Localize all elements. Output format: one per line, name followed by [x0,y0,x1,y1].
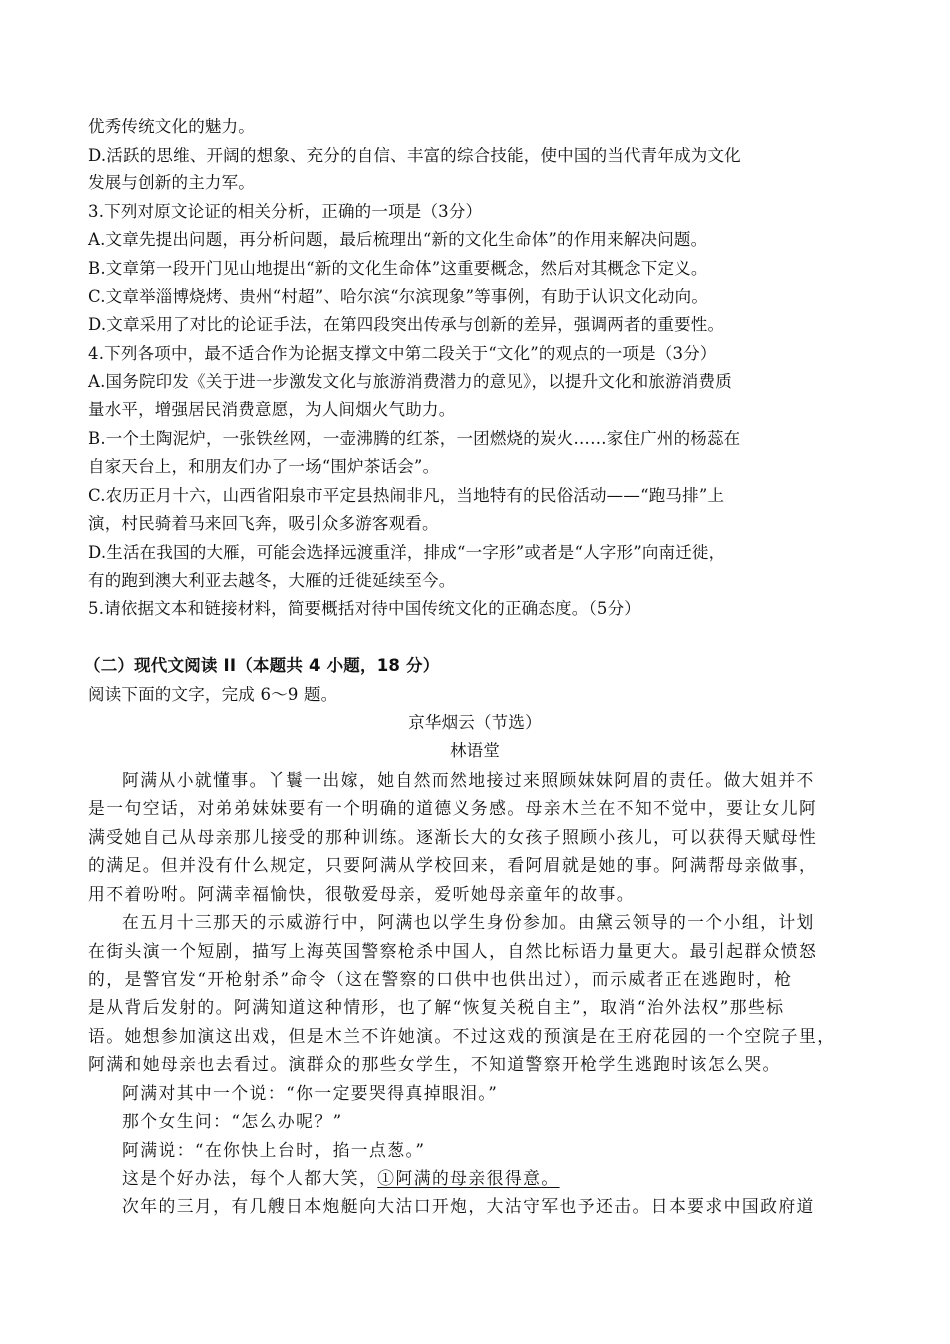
paragraph-2-line-6: 阿满和她母亲也去看过。演群众的那些女学生，不知道警察开枪学生逃跑时该怎么哭。 [88,1054,781,1074]
paragraph-2-line-5: 语。她想参加演这出戏，但是木兰不许她演。不过这戏的预演是在王府花园的一个空院子里， [88,1026,836,1046]
q3-option-b: B.文章第一段开门见山地提出“新的文化生命体”这重要概念，然后对其概念下定义。 [88,259,708,278]
q4-option-d-line2: 有的跑到澳大利亚去越冬，大雁的迁徙延续至今。 [88,571,456,590]
paragraph-6 [122,1168,560,1188]
paragraph-2-line-3: 的，是警官发“开枪射杀”命令（这在警察的口供中也供出过），而示威者正在逃跑时，枪 [88,969,793,989]
q2-option-d-line1: D.活跃的思维、开阔的想象、充分的自信、丰富的综合技能，使中国的当代青年成为文化 [88,146,741,165]
q4-option-a-line2: 量水平，增强居民消费意愿，为人间烟火气助力。 [88,400,456,419]
underlined-sentence-1: ①阿满的母亲很得意。 [377,1168,560,1188]
q4-option-c-line2: 演，村民骑着马来回飞奔，吸引众多游客观看。 [88,514,439,533]
paragraph-2-line-1: 在五月十三那天的示威游行中，阿满也以学生身份参加。由黛云领导的一个小组，计划 [122,912,815,932]
q4-option-b-line2: 自家天台上，和朋友们办了一场“围炉茶话会”。 [88,457,440,476]
q5-stem: 5.请依据文本和链接材料，简要概括对待中国传统文化的正确态度。（5分） [88,599,641,618]
q4-option-d-line1: D.生活在我国的大雁，可能会选择远渡重洋，排成“一字形”或者是“人字形”向南迁徙， [88,543,726,562]
dialogue-line-3: 阿满说：“在你快上台时，掐一点葱。” [122,1140,426,1160]
paragraph-1-line-1: 阿满从小就懂事。丫鬟一出嫁，她自然而然地接过来照顾妹妹阿眉的责任。做大姐并不 [122,770,815,790]
paragraph-1-line-4: 的满足。但并没有什么规定，只要阿满从学校回来，看阿眉就是她的事。阿满帮母亲做事， [88,855,818,875]
q2-option-d-line2: 发展与创新的主力军。 [88,173,255,192]
section-instruction: 阅读下面的文字，完成 6～9 题。 [88,685,338,704]
q3-option-c: C.文章举淄博烧烤、贵州“村超”、哈尔滨“尔滨现象”等事例，有助于认识文化动向。 [88,287,709,306]
q3-option-d: D.文章采用了对比的论证手法，在第四段突出传承与创新的差异，强调两者的重要性。 [88,315,725,334]
paragraph-6-text: 这是个好办法，每个人都大笑， [122,1168,378,1188]
dialogue-line-2: 那个女生问：“怎么办呢？” [122,1111,343,1131]
paragraph-1-line-5: 用不着吩咐。阿满幸福愉快，很敬爱母亲，爱听她母亲童年的故事。 [88,884,635,904]
q4-option-a-line1: A.国务院印发《关于进一步激发文化与旅游消费潜力的意见》，以提升文化和旅游消费质 [88,372,732,391]
q4-option-c-line1: C.农历正月十六，山西省阳泉市平定县热闹非凡，当地特有的民俗活动——“跑马排”上 [88,486,725,505]
q3-option-a: A.文章先提出问题，再分析问题，最后梳理出“新的文化生命体”的作用来解决问题。 [88,230,708,249]
dialogue-line-1: 阿满对其中一个说：“你一定要哭得真掉眼泪。” [122,1083,499,1103]
passage-author: 林语堂 [449,741,501,760]
q4-stem: 4.下列各项中，最不适合作为论据支撑文中第二段关于“文化”的观点的一项是（3分） [88,344,717,363]
section-heading: （二）现代文阅读 II（本题共 4 小题，18 分） [84,656,440,675]
q4-option-b-line1: B.一个土陶泥炉，一张铁丝网，一壶沸腾的红茶，一团燃烧的炭火……家住广州的杨蕊在 [88,429,741,448]
paragraph-2-line-2: 在街头演一个短剧，描写上海英国警察枪杀中国人，自然比标语力量更大。最引起群众愤怒 [88,941,818,961]
paragraph-7-line-1: 次年的三月，有几艘日本炮艇向大沽口开炮，大沽守军也予还击。日本要求中国政府道 [122,1196,815,1216]
q3-stem: 3.下列对原文论证的相关分析，正确的一项是（3分） [88,202,483,221]
passage-title: 京华烟云（节选） [408,713,542,732]
q2-option-c-tail: 优秀传统文化的魅力。 [88,117,255,136]
paragraph-1-line-2: 是一句空话，对弟弟妹妹要有一个明确的道德义务感。母亲木兰在不知不觉中，要让女儿阿 [88,798,818,818]
paragraph-2-line-4: 是从背后发射的。阿满知道这种情形，也了解“恢复关税自主”，取消“治外法权”那些标 [88,997,785,1017]
paragraph-1-line-3: 满受她自己从母亲那儿接受的那种训练。逐渐长大的女孩子照顾小孩儿，可以获得天赋母性 [88,827,818,847]
